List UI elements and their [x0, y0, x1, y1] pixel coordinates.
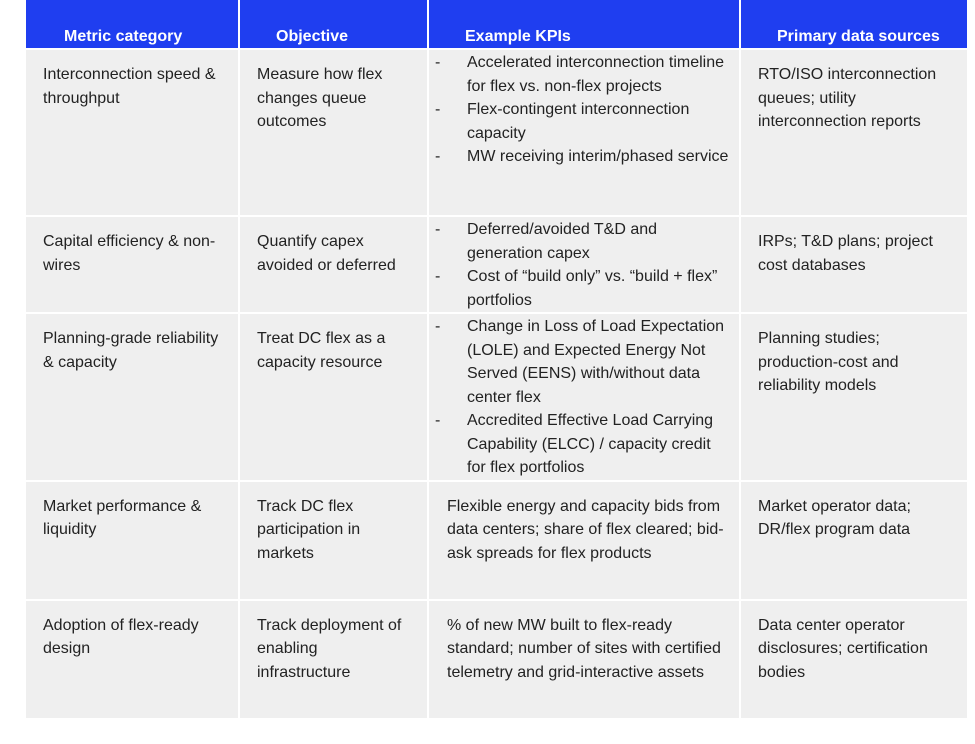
cell-kpis [427, 312, 739, 480]
header-objective: Objective [238, 0, 427, 48]
kpi-item: - Cost of “build only” vs. “build + flex” portfolios [435, 268, 718, 309]
kpi-item: - Deferred/avoided T&D and generation capex [435, 221, 658, 262]
cell-category: Capital efficiency & non-wires [26, 215, 238, 312]
kpi-list [435, 315, 731, 480]
kpi-item: - Change in Loss of Load Expectation (LOLE) and Expected Energy Not Served (EENS) with/without data center flex [435, 318, 725, 406]
table-row [26, 215, 967, 312]
kpi-item: - Accredited Effective Load Carrying Capability (ELCC) / capacity credit for flex portfolios [435, 412, 714, 476]
header-example-kpis: Example KPIs [427, 0, 739, 48]
table-row [26, 480, 967, 599]
cell-sources: Market operator data; DR/flex program data [739, 480, 967, 599]
cell-sources: Planning studies; production-cost and reliability models [739, 312, 967, 480]
metrics-table [26, 0, 967, 718]
cell-kpis: % of new MW built to flex-ready standard; number of sites with certified telemetry and grid-interactive assets [427, 599, 739, 718]
cell-objective: Measure how flex changes queue outcomes [238, 48, 427, 215]
table-header-row [26, 0, 967, 48]
table-row [26, 599, 967, 718]
cell-kpis [427, 48, 739, 215]
kpi-item: - Accelerated interconnection timeline for flex vs. non-flex projects [435, 54, 725, 95]
cell-sources: RTO/ISO interconnection queues; utility interconnection reports [739, 48, 967, 215]
header-metric-category: Metric category [26, 0, 238, 48]
cell-objective: Treat DC flex as a capacity resource [238, 312, 427, 480]
cell-objective: Quantify capex avoided or deferred [238, 215, 427, 312]
kpi-item: - Flex-contingent interconnection capacity [435, 101, 690, 142]
table-row [26, 48, 967, 215]
kpi-list [435, 51, 731, 169]
cell-kpis [427, 215, 739, 312]
cell-category: Market performance & liquidity [26, 480, 238, 599]
kpi-list [435, 218, 731, 312]
kpi-item: - MW receiving interim/phased service [435, 148, 729, 165]
cell-sources: Data center operator disclosures; certification bodies [739, 599, 967, 718]
cell-sources: IRPs; T&D plans; project cost databases [739, 215, 967, 312]
cell-category: Adoption of flex-ready design [26, 599, 238, 718]
table-row [26, 312, 967, 480]
cell-category: Planning-grade reliability & capacity [26, 312, 238, 480]
header-primary-data-sources: Primary data sources [739, 0, 967, 48]
cell-objective: Track deployment of enabling infrastructure [238, 599, 427, 718]
cell-objective: Track DC flex participation in markets [238, 480, 427, 599]
cell-kpis: Flexible energy and capacity bids from data centers; share of flex cleared; bid-ask spreads for flex products [427, 480, 739, 599]
cell-category: Interconnection speed & throughput [26, 48, 238, 215]
